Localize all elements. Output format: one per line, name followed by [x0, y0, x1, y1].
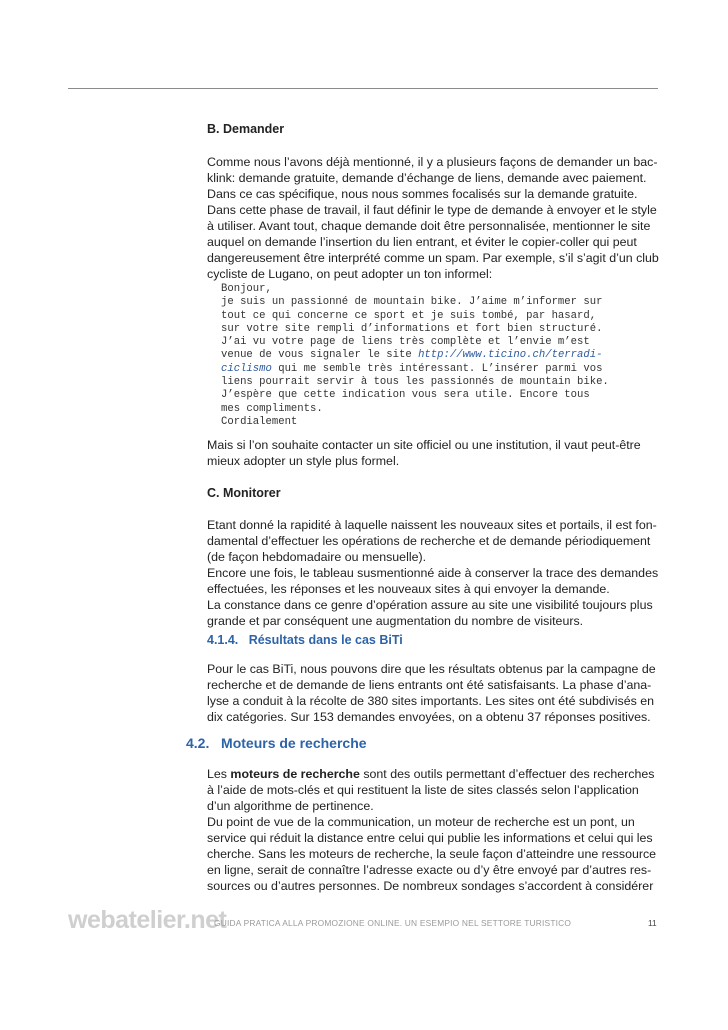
paragraph-resultats — [207, 661, 659, 725]
url-link-continued[interactable]: ciclismo — [221, 362, 272, 375]
letter-line: J’espère que cette indication vous sera utile. Encore tous — [221, 389, 590, 402]
text-line: Pour le cas BiTi, nous pouvons dire que les résultats obtenus par la campagne de — [207, 662, 656, 676]
text-line — [207, 766, 659, 782]
letter-text: venue de vous signaler le site — [221, 349, 419, 362]
text-line: Etant donné la rapidité à laquelle naissent les nouveaux sites et portails, il est fon- — [207, 518, 657, 532]
text-line: à utiliser. Avant tout, chaque demande doit être personnalisée, mentionner le site — [207, 219, 651, 233]
text-fragment: Les — [207, 767, 231, 781]
letter-line-with-link — [221, 349, 661, 362]
letter-text: qui me semble très intéressant. L’insérer parmi vos — [271, 362, 603, 375]
paragraph-monitorer — [207, 517, 659, 629]
text-line: grande et par conséquent une augmentation du nombre de visiteurs. — [207, 614, 584, 628]
text-line: Comme nous l’avons déjà mentionné, il y a plusieurs façons de demander un bac- — [207, 155, 658, 169]
paragraph-demander-intro — [207, 154, 659, 282]
text-line: klink: demande gratuite, demande d’échange de liens, demande avec paiement. — [207, 171, 647, 185]
text-line: recherche et de demande de liens entrants ont été satisfaisants. La phase d’ana- — [207, 678, 652, 692]
text-line: d’un algorithme de pertinence. — [207, 799, 374, 813]
letter-line: liens pourrait servir à tous les passionnés de mountain bike. — [221, 376, 609, 389]
text-line: auquel on demande l’insertion du lien entrant, et éviter le copier-coller qui peut — [207, 235, 637, 249]
text-line: mieux adopter un style plus formel. — [207, 454, 400, 468]
text-line: service qui réduit la distance entre celui qui publie les informations et celui qui les — [207, 831, 653, 845]
heading-number: 4.2. — [186, 735, 210, 751]
section-heading-b: B. Demander — [207, 122, 285, 136]
footer-title: GUIDA PRATICA ALLA PROMOZIONE ONLINE. UN ESEMPIO NEL SETTORE TURISTICO — [214, 918, 572, 928]
section-heading-c: C. Monitorer — [207, 486, 281, 500]
page-number: 11 — [648, 918, 657, 928]
text-line: à l’aide de mots-clés et qui restituent la liste de sites classés selon l’application — [207, 783, 639, 797]
text-line: Dans ce cas spécifique, nous nous sommes focalisés sur la demande gratuite. — [207, 187, 638, 201]
text-line: La constance dans ce genre d’opération assure au site une visibilité toujours plus — [207, 598, 653, 612]
subsection-heading-4-1-4 — [207, 633, 403, 647]
paragraph-formal-style — [207, 437, 659, 469]
text-line: dix catégories. Sur 153 demandes envoyées, on a obtenu 37 réponses positives. — [207, 710, 651, 724]
letter-line: sur votre site rempli d’informations et fort bien structuré. — [221, 322, 603, 335]
letter-line-with-link-end — [221, 363, 661, 376]
letter-line: mes compliments. — [221, 402, 323, 415]
letter-line: Bonjour, — [221, 283, 272, 295]
bold-term: moteurs de recherche — [230, 767, 360, 781]
text-line: Dans cette phase de travail, il faut définir le type de demande à envoyer et le style — [207, 203, 657, 217]
text-line: (de façon hebdomadaire ou mensuelle). — [207, 550, 427, 564]
text-line: cycliste de Lugano, on peut adopter un ton informel: — [207, 267, 493, 281]
text-line: Encore une fois, le tableau susmentionné aide à conserver la trace des demandes — [207, 566, 659, 580]
heading-title: Résultats dans le cas BiTi — [248, 633, 403, 647]
text-fragment: sont des outils permettant d’effectuer des recherches — [359, 767, 655, 781]
text-line: dangereusement être interprété comme un spam. Par exemple, s’il s’agit d’un club — [207, 251, 659, 265]
text-line: Du point de vue de la communication, un moteur de recherche est un pont, un — [207, 815, 635, 829]
text-line: damental d’effectuer les opérations de recherche et de demande périodiquement — [207, 534, 651, 548]
letter-line: Cordialement — [221, 415, 298, 428]
footer-logo: webatelier.net — [68, 906, 227, 934]
heading-title: Moteurs de recherche — [221, 735, 367, 751]
text-line: cherche. Sans les moteurs de recherche, la seule façon d’atteindre une ressource — [207, 847, 657, 861]
text-line: lyse a conduit à la récolte de 380 sites importants. Les sites ont été subdivisés en — [207, 694, 655, 708]
letter-line: J’ai vu votre page de liens très complète et l’envie m’est — [221, 336, 590, 349]
example-letter — [221, 283, 661, 429]
letter-line: je suis un passionné de mountain bike. J’aime m’informer sur — [221, 296, 603, 309]
text-line: sources ou d’autres personnes. De nombreux sondages s’accordent à considérer — [207, 879, 654, 893]
section-heading-4-2 — [186, 735, 367, 751]
paragraph-moteurs — [207, 766, 659, 894]
url-link[interactable]: http://www.ticino.ch/terradi- — [418, 349, 603, 362]
text-line: en ligne, serait de connaître l’adresse exacte ou d’y être envoyé par d’autres res- — [207, 863, 652, 877]
top-divider — [68, 88, 658, 89]
letter-line: tout ce qui concerne ce sport et je suis tombé, par hasard, — [221, 309, 597, 322]
text-line: Mais si l’on souhaite contacter un site officiel ou une institution, il vaut peut-être — [207, 438, 641, 452]
text-line: effectuées, les réponses et les nouveaux sites à qui envoyer la demande. — [207, 582, 610, 596]
heading-number: 4.1.4. — [207, 633, 239, 647]
